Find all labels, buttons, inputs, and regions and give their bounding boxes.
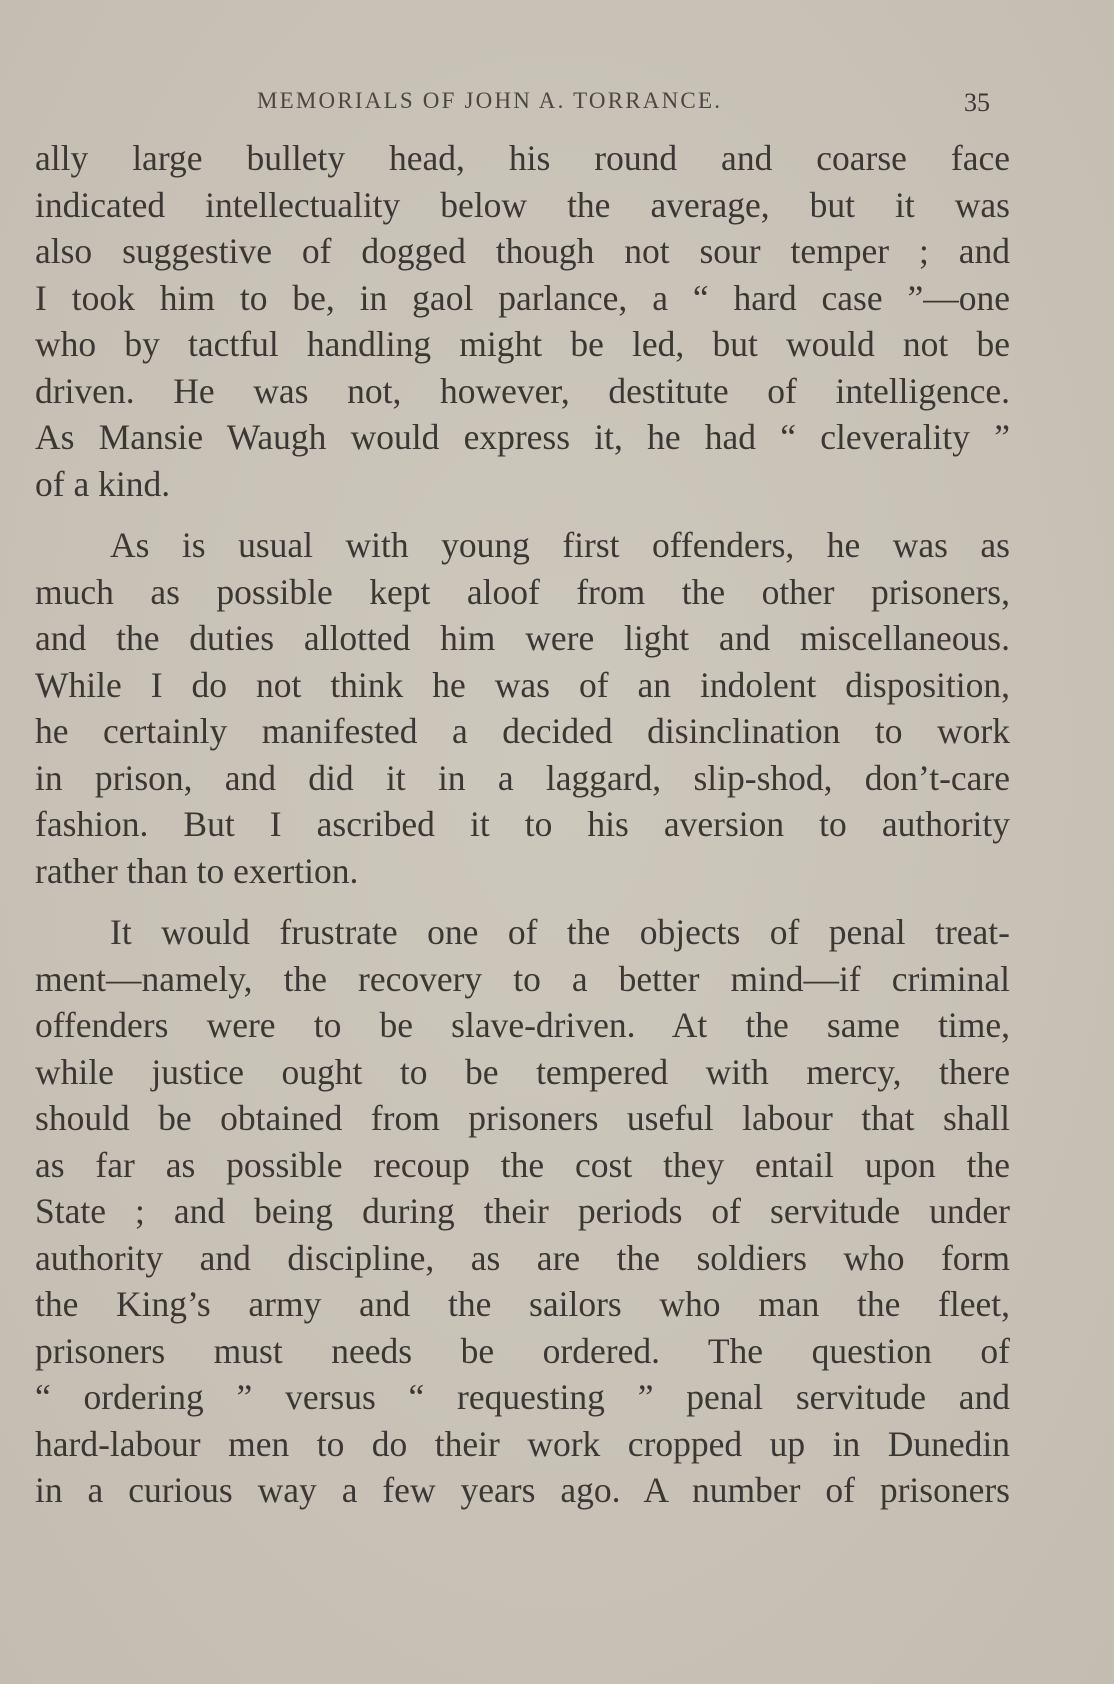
text-line: prisoners must needs be ordered. The question of (35, 1330, 1010, 1371)
text-line: indicated intellectuality below the average, but it was (35, 184, 1010, 225)
text-line: and the duties allotted him were light and miscellaneous. (35, 618, 1010, 658)
body-text (35, 135, 1010, 1514)
text-line: he certainly manifested a decided disinclination to work (35, 711, 1010, 751)
text-line: ment—namely, the recovery to a better mind—if criminal (35, 958, 1010, 999)
text-line: in a curious way a few years ago. A number of prisoners (35, 1470, 1010, 1510)
text-line: “ ordering ” versus “ requesting ” penal servitude and (35, 1377, 1010, 1417)
running-head (0, 82, 1114, 122)
page-number: 35 (964, 88, 990, 117)
text-line: It would frustrate one of the objects of penal treat- (110, 912, 1010, 952)
text-line: who by tactful handling might be led, but would not be (35, 324, 1010, 364)
text-line: of a kind. (35, 463, 171, 504)
text-line: also suggestive of dogged though not sour temper ; and (35, 231, 1010, 271)
text-line: rather than to exertion. (35, 850, 359, 891)
text-line: much as possible kept aloof from the other prisoners, (35, 571, 1010, 612)
text-line: fashion. But I ascribed it to his aversion to authority (35, 804, 1010, 844)
text-line: should be obtained from prisoners useful labour that shall (35, 1098, 1010, 1138)
text-line: As is usual with young first offenders, he was as (110, 525, 1010, 565)
text-line: As Mansie Waugh would express it, he had “ cleverality ” (35, 417, 1010, 457)
text-line: driven. He was not, however, destitute of intelligence. (35, 370, 1010, 411)
text-line: the King’s army and the sailors who man the fleet, (35, 1284, 1010, 1324)
paragraph-2 (35, 522, 1010, 894)
paragraph-3 (35, 909, 1010, 1514)
text-line: in prison, and did it in a laggard, slip-shod, don’t-care (35, 757, 1010, 798)
text-line: offenders were to be slave-driven. At the same time, (35, 1005, 1010, 1045)
text-line: While I do not think he was of an indolent disposition, (35, 664, 1010, 705)
text-line: authority and discipline, as are the soldiers who form (35, 1237, 1010, 1278)
paragraph-spacer (35, 507, 1010, 522)
text-line: while justice ought to be tempered with mercy, there (35, 1051, 1010, 1092)
running-title: MEMORIALS OF JOHN A. TORRANCE. (257, 88, 723, 113)
paragraph-spacer (35, 894, 1010, 909)
text-line: State ; and being during their periods of servitude under (35, 1191, 1010, 1231)
text-line: as far as possible recoup the cost they entail upon the (35, 1144, 1010, 1185)
text-line: ally large bullety head, his round and coarse face (35, 138, 1010, 178)
text-line: hard-labour men to do their work cropped up in Dunedin (35, 1423, 1010, 1464)
text-line: I took him to be, in gaol parlance, a “ hard case ”—one (35, 277, 1010, 318)
paragraph-1 (35, 135, 1010, 507)
